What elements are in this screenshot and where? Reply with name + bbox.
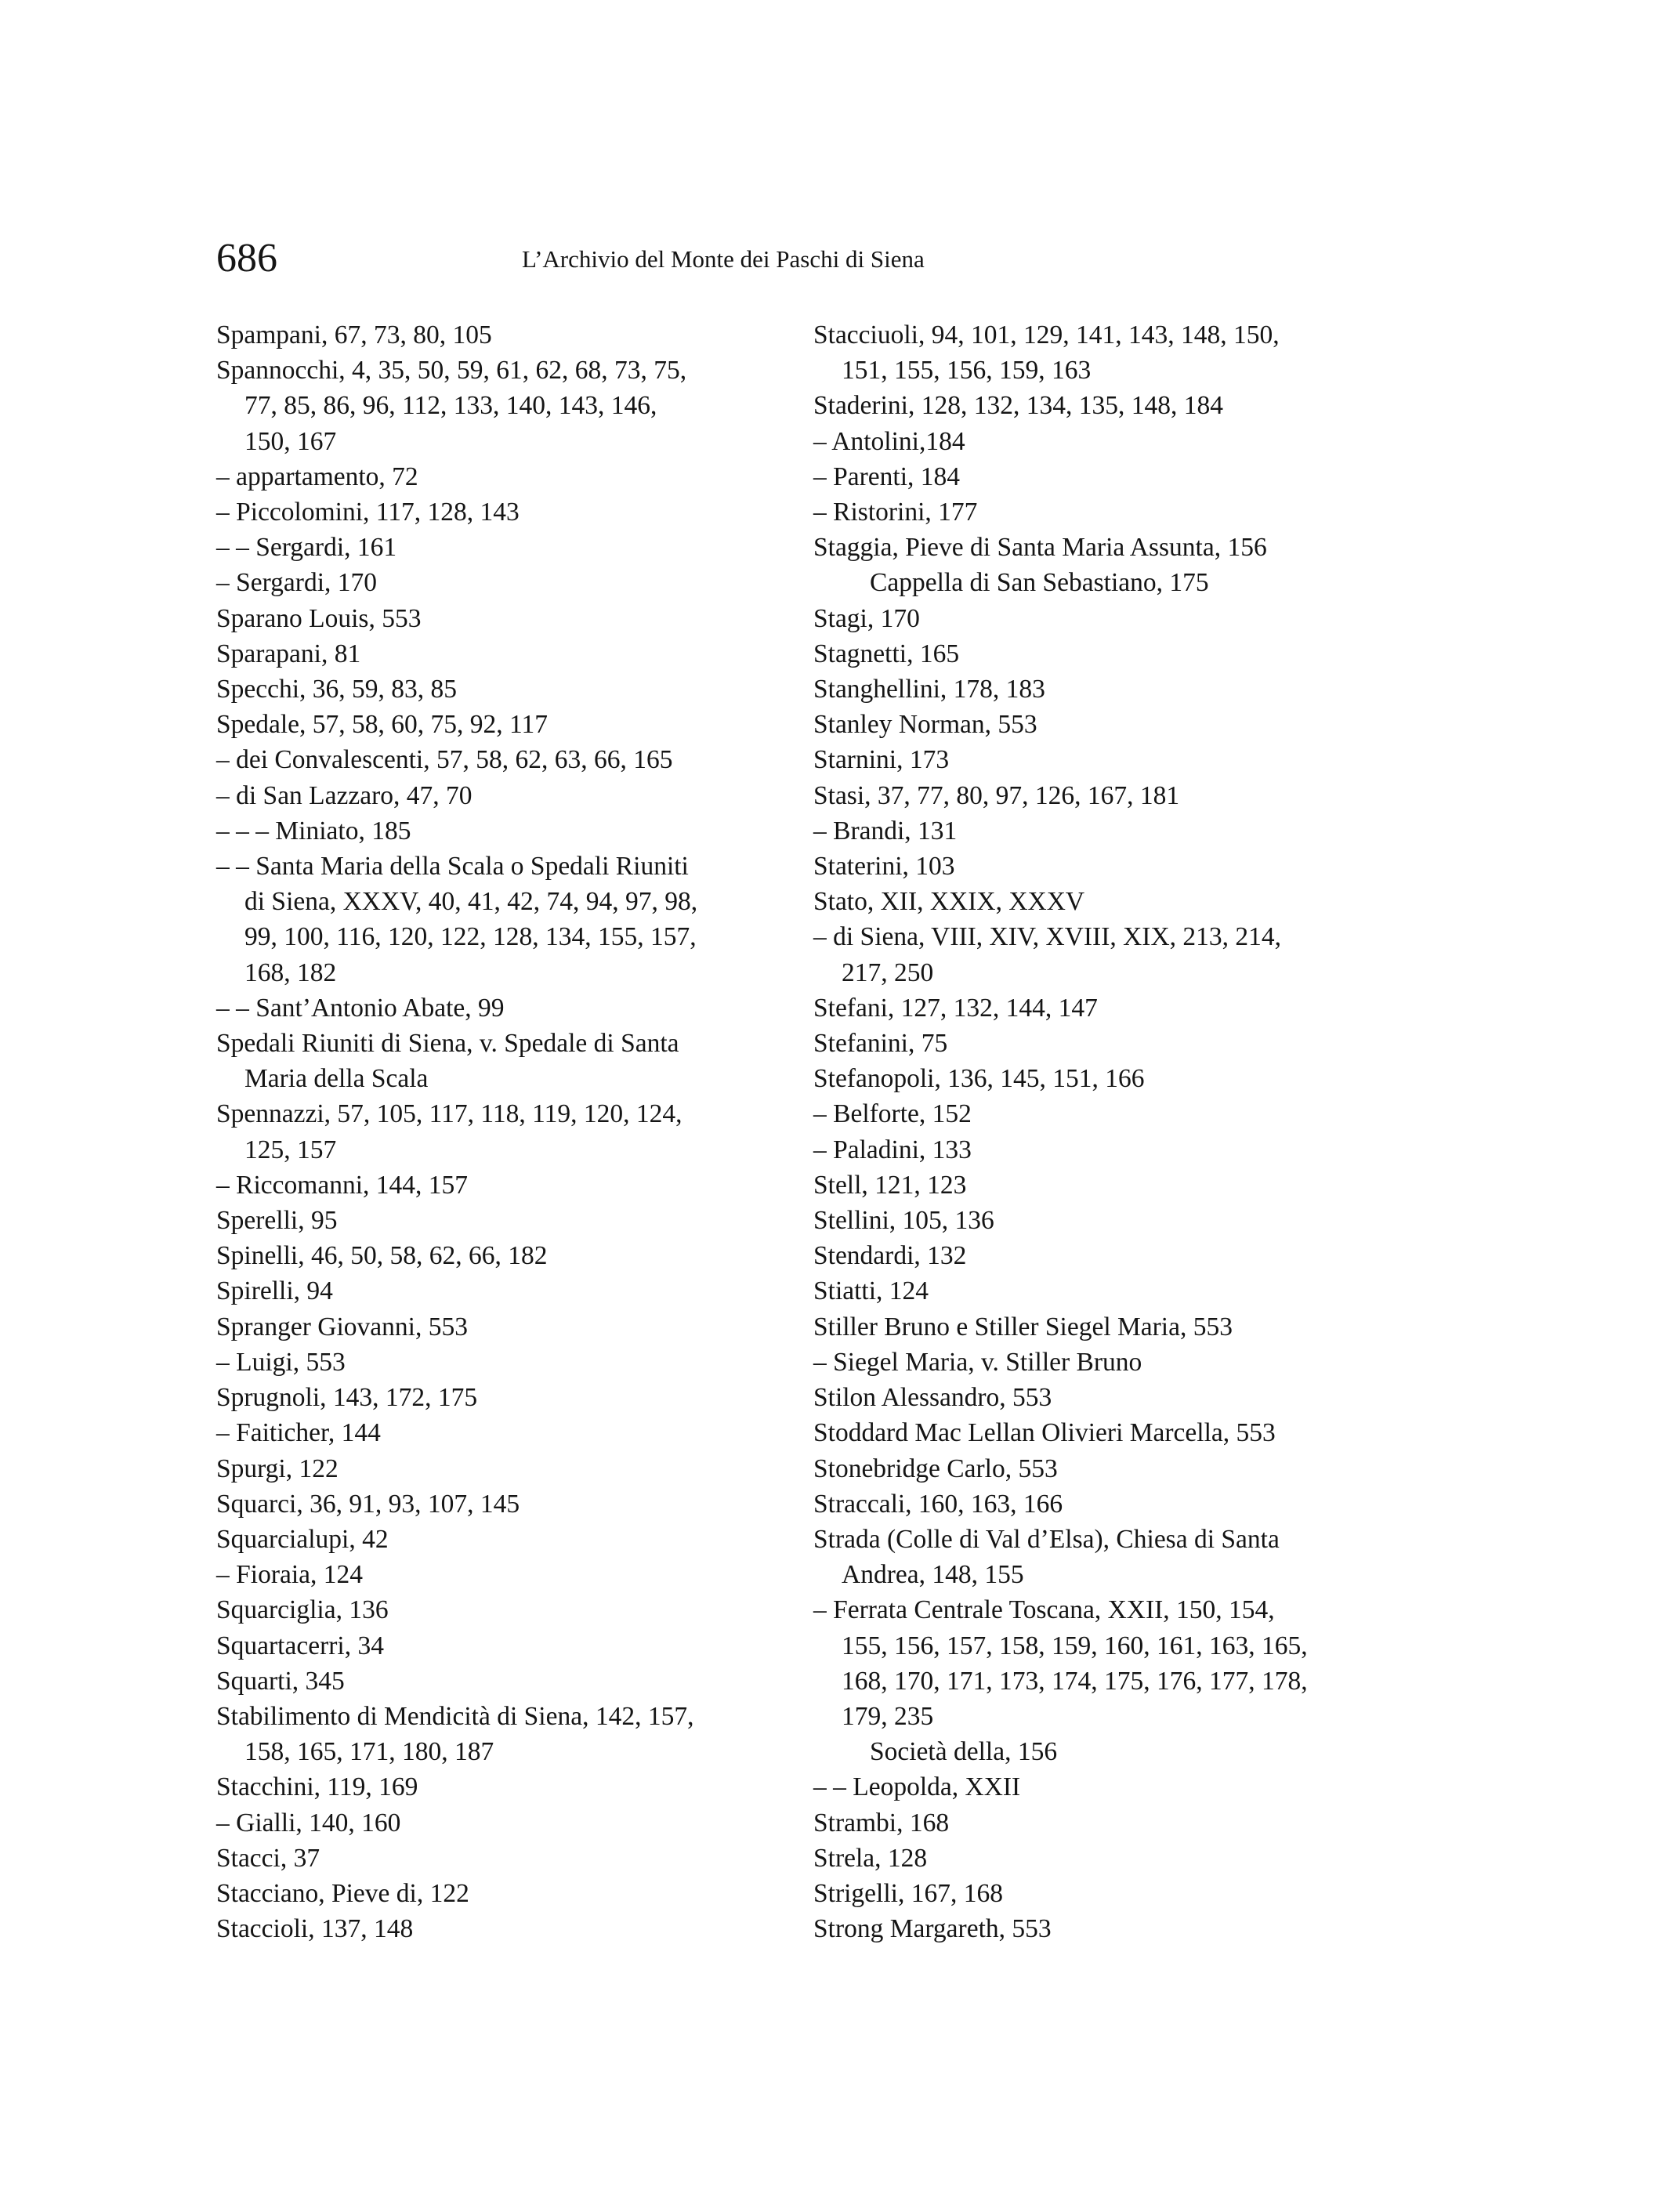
index-entry-line: Stacciuoli, 94, 101, 129, 141, 143, 148, 150, xyxy=(813,320,1280,349)
index-entry-line: – di San Lazzaro, 47, 70 xyxy=(216,780,472,810)
index-entry-line: Staterini, 103 xyxy=(813,852,955,882)
index-entry-line: Sprugnoli, 143, 172, 175 xyxy=(216,1383,478,1413)
index-entry-line: Spannocchi, 4, 35, 50, 59, 61, 62, 68, 73, 75, xyxy=(216,356,687,386)
index-entry-line: Staderini, 128, 132, 134, 135, 148, 184 xyxy=(813,391,1223,421)
index-entry-line: – – Sergardi, 161 xyxy=(216,533,397,563)
index-entry-line: – Luigi, 553 xyxy=(216,1347,346,1377)
index-entry-line: Spirelli, 94 xyxy=(216,1276,333,1306)
index-entry-line: Stiller Bruno e Stiller Siegel Maria, 553 xyxy=(813,1312,1233,1341)
index-entry-line: – Antolini,184 xyxy=(813,426,965,456)
index-entry-line: Stonebridge Carlo, 553 xyxy=(813,1454,1058,1483)
index-entry-line: di Siena, XXXV, 40, 41, 42, 74, 94, 97, 98, xyxy=(244,887,698,917)
index-entry-line: 77, 85, 86, 96, 112, 133, 140, 143, 146, xyxy=(244,391,657,421)
index-entry-line: – Ferrata Centrale Toscana, XXII, 150, 154, xyxy=(813,1595,1275,1625)
index-entry-line: – Gialli, 140, 160 xyxy=(216,1808,401,1837)
index-column-right xyxy=(813,317,1401,1946)
index-entry-line: – appartamento, 72 xyxy=(216,462,418,491)
index-entry-line: Starnini, 173 xyxy=(813,745,950,775)
index-entry-line: 125, 157 xyxy=(244,1135,337,1164)
index-entry-line: Stell, 121, 123 xyxy=(813,1170,967,1200)
index-entry-line: Squarci, 36, 91, 93, 107, 145 xyxy=(216,1489,520,1519)
index-entry-line: – Faiticher, 144 xyxy=(216,1418,381,1448)
index-entry-line: Squartacerri, 34 xyxy=(216,1631,384,1660)
index-entry-line: Strada (Colle di Val d’Elsa), Chiesa di Santa xyxy=(813,1524,1280,1554)
index-entry-line: Spennazzi, 57, 105, 117, 118, 119, 120, 124, xyxy=(216,1099,682,1129)
index-entry-line: Stanghellini, 178, 183 xyxy=(813,675,1045,704)
index-entry-line: Strambi, 168 xyxy=(813,1808,950,1837)
index-entry-line: Stabilimento di Mendicità di Siena, 142, 157, xyxy=(216,1701,694,1731)
index-entry-line: Strigelli, 167, 168 xyxy=(813,1878,1003,1908)
index-entry-line: Sperelli, 95 xyxy=(216,1206,338,1236)
index-entry-line: – Parenti, 184 xyxy=(813,462,961,491)
index-entry-line: – Siegel Maria, v. Stiller Bruno xyxy=(813,1347,1142,1377)
index-entry-line: – di Siena, VIII, XIV, XVIII, XIX, 213, 214, xyxy=(813,922,1282,952)
index-entry-line: – dei Convalescenti, 57, 58, 62, 63, 66, 165 xyxy=(216,745,673,775)
index-entry-line: Staccioli, 137, 148 xyxy=(216,1914,414,1944)
page-number: 686 xyxy=(216,236,277,281)
index-entry-line: Stilon Alessandro, 553 xyxy=(813,1383,1052,1413)
page-header xyxy=(216,231,1486,286)
index-entry-line: Spinelli, 46, 50, 58, 62, 66, 182 xyxy=(216,1241,548,1271)
index-entry-line: Andrea, 148, 155 xyxy=(842,1560,1024,1590)
index-entry-line: Stasi, 37, 77, 80, 97, 126, 167, 181 xyxy=(813,780,1180,810)
index-entry-line: Staggia, Pieve di Santa Maria Assunta, 156 xyxy=(813,533,1267,563)
index-entry-line: Stato, XII, XXIX, XXXV xyxy=(813,887,1085,917)
index-entry-line: Stefanopoli, 136, 145, 151, 166 xyxy=(813,1064,1145,1094)
index-entry-line: Stiatti, 124 xyxy=(813,1276,929,1306)
index-entry-line: Squarciglia, 136 xyxy=(216,1595,389,1625)
index-entry-line: Stefani, 127, 132, 144, 147 xyxy=(813,993,1098,1023)
index-entry-line: 158, 165, 171, 180, 187 xyxy=(244,1737,494,1767)
index-entry-line: Maria della Scala xyxy=(244,1064,429,1094)
index-entry-line: – – Leopolda, XXII xyxy=(813,1772,1021,1802)
index-entry-line: Stefanini, 75 xyxy=(813,1029,948,1059)
index-entry-line: – Sergardi, 170 xyxy=(216,568,378,598)
index-entry-line: Stacci, 37 xyxy=(216,1843,320,1873)
index-entry-line: 217, 250 xyxy=(842,958,934,987)
index-entry-line: Spedale, 57, 58, 60, 75, 92, 117 xyxy=(216,710,549,740)
index-entry-line: Stoddard Mac Lellan Olivieri Marcella, 553 xyxy=(813,1418,1276,1448)
index-entry-line: 151, 155, 156, 159, 163 xyxy=(842,356,1092,386)
index-entry-line: Sparapani, 81 xyxy=(216,639,361,668)
index-entry-line: 168, 170, 171, 173, 174, 175, 176, 177, 178, xyxy=(842,1666,1308,1696)
index-entry-line: – Fioraia, 124 xyxy=(216,1560,364,1590)
index-entry-line: – Riccomanni, 144, 157 xyxy=(216,1170,468,1200)
index-entry-line: 150, 167 xyxy=(244,426,337,456)
index-entry-line: Strong Margareth, 553 xyxy=(813,1914,1052,1944)
index-entry-line: Spedali Riuniti di Siena, v. Spedale di Santa xyxy=(216,1029,679,1059)
index-entry-line: – Ristorini, 177 xyxy=(813,498,978,527)
index-entry-line: Stacchini, 119, 169 xyxy=(216,1772,418,1802)
index-entry-line: – Belforte, 152 xyxy=(813,1099,972,1129)
index-entry-line: 155, 156, 157, 158, 159, 160, 161, 163, 165, xyxy=(842,1631,1308,1660)
index-entry-line: Stellini, 105, 136 xyxy=(813,1206,994,1236)
index-entry-line: Stanley Norman, 553 xyxy=(813,710,1037,740)
index-entry-line: 99, 100, 116, 120, 122, 128, 134, 155, 157, xyxy=(244,922,697,952)
index-entry-line: Cappella di San Sebastiano, 175 xyxy=(870,568,1209,598)
index-entry-line: – Paladini, 133 xyxy=(813,1135,972,1164)
index-entry-line: Stacciano, Pieve di, 122 xyxy=(216,1878,469,1908)
index-entry-line: Strela, 128 xyxy=(813,1843,928,1873)
index-entry-line: – – – Miniato, 185 xyxy=(216,816,411,845)
running-title: L’Archivio del Monte dei Paschi di Siena xyxy=(522,245,925,273)
index-entry-line: – – Sant’Antonio Abate, 99 xyxy=(216,993,505,1023)
index-entry-line: 168, 182 xyxy=(244,958,337,987)
index-entry-line: Stagnetti, 165 xyxy=(813,639,960,668)
index-entry-line: Società della, 156 xyxy=(870,1737,1058,1767)
index-entry-line: – Piccolomini, 117, 128, 143 xyxy=(216,498,520,527)
index-entry-line: Stendardi, 132 xyxy=(813,1241,967,1271)
index-entry-line: Straccali, 160, 163, 166 xyxy=(813,1489,1063,1519)
index-entry-line: Sparano Louis, 553 xyxy=(216,603,422,633)
index-entry-line: Spurgi, 122 xyxy=(216,1454,339,1483)
index-column-left xyxy=(216,317,788,1946)
index-entry-line: Squarcialupi, 42 xyxy=(216,1524,389,1554)
index-entry-line: Stagi, 170 xyxy=(813,603,920,633)
index-entry-line: 179, 235 xyxy=(842,1701,934,1731)
index-entry-line: Spranger Giovanni, 553 xyxy=(216,1312,468,1341)
index-entry-line: – Brandi, 131 xyxy=(813,816,958,845)
index-entry-line: Spampani, 67, 73, 80, 105 xyxy=(216,320,492,349)
index-entry-line: Squarti, 345 xyxy=(216,1666,345,1696)
index-entry-line: – – Santa Maria della Scala o Spedali Riuniti xyxy=(216,852,689,882)
index-entry-line: Specchi, 36, 59, 83, 85 xyxy=(216,675,458,704)
